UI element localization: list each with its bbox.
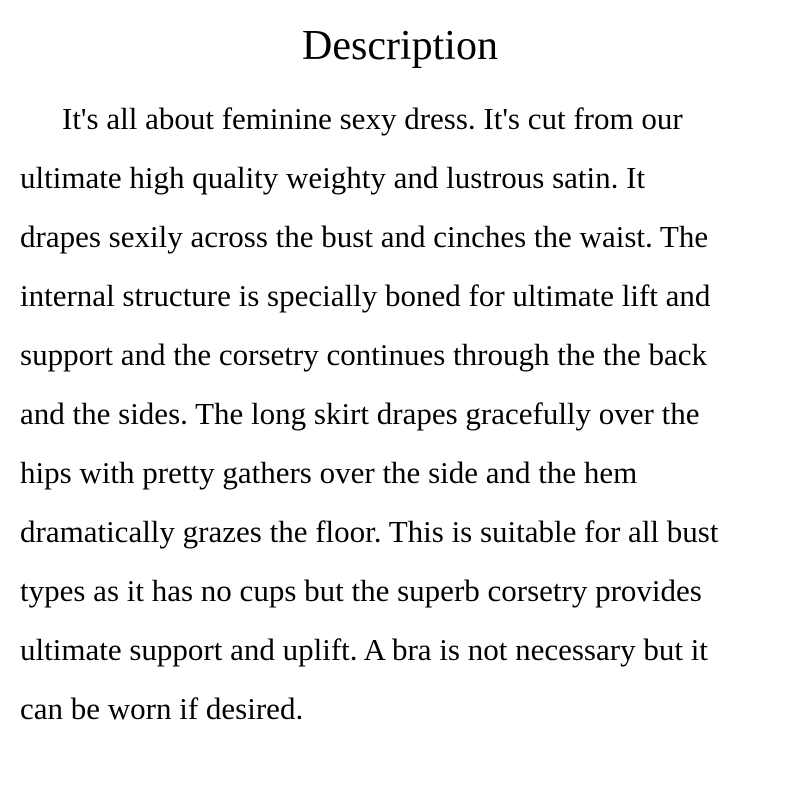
paragraph-line: internal structure is specially boned for ultimate lift and — [20, 278, 711, 313]
paragraph-line: dramatically grazes the floor. This is suitable for all bust — [20, 514, 719, 549]
paragraph-line: and the sides. The long skirt drapes gracefully over the — [20, 396, 700, 431]
page-title: Description — [302, 23, 498, 69]
paragraph-line: ultimate support and uplift. A bra is not necessary but it — [20, 632, 708, 667]
paragraph-line: can be worn if desired. — [20, 691, 304, 726]
paragraph-line: ultimate high quality weighty and lustrous satin. It — [20, 160, 646, 195]
description-paragraph — [20, 93, 790, 742]
paragraph-line: It's all about feminine sexy dress. It's cut from our — [62, 101, 683, 136]
paragraph-line: types as it has no cups but the superb corsetry provides — [20, 573, 702, 608]
paragraph-line: drapes sexily across the bust and cinches the waist. The — [20, 219, 709, 254]
paragraph-line: hips with pretty gathers over the side and the hem — [20, 455, 638, 490]
paragraph-line: support and the corsetry continues through the the back — [20, 337, 707, 372]
